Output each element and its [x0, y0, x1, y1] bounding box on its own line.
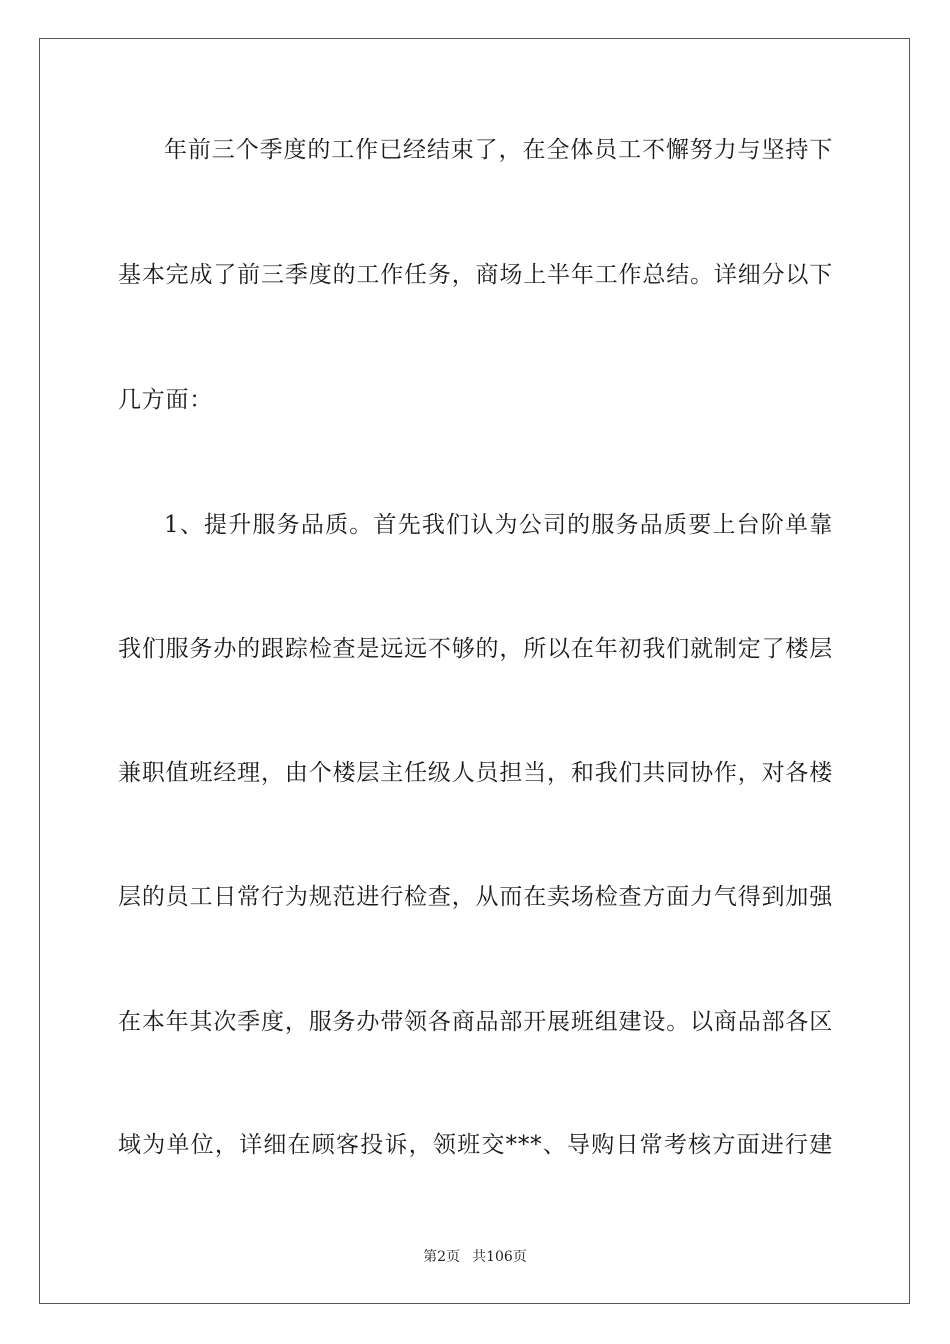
paragraph-2-line-1: 1、提升服务品质。首先我们认为公司的服务品质要上台阶单靠 [164, 512, 833, 538]
page-total: 共106页 [472, 1249, 527, 1265]
paragraph-1-line-1: 年前三个季度的工作已经结束了，在全体员工不懈努力与坚持下 [164, 137, 833, 163]
paragraph-1-line-2: 基本完成了前三季度的工作任务，商场上半年工作总结。详细分以下 [118, 262, 833, 288]
page-footer [0, 1248, 950, 1266]
paragraph-2-line-4: 层的员工日常行为规范进行检查，从而在卖场检查方面力气得到加强 [118, 884, 833, 910]
page-border [39, 38, 910, 1304]
paragraph-2-line-5: 在本年其次季度，服务办带领各商品部开展班组建设。以商品部各区 [118, 1009, 833, 1035]
paragraph-1-line-3: 几方面： [118, 387, 213, 413]
paragraph-2-line-3: 兼职值班经理，由个楼层主任级人员担当，和我们共同协作，对各楼 [118, 760, 833, 786]
paragraph-2-line-6: 域为单位，详细在顾客投诉，领班交***、导购日常考核方面进行建 [118, 1132, 833, 1158]
paragraph-2-line-2: 我们服务办的跟踪检查是远远不够的，所以在年初我们就制定了楼层 [118, 636, 833, 662]
page-number: 第2页 [423, 1249, 461, 1265]
